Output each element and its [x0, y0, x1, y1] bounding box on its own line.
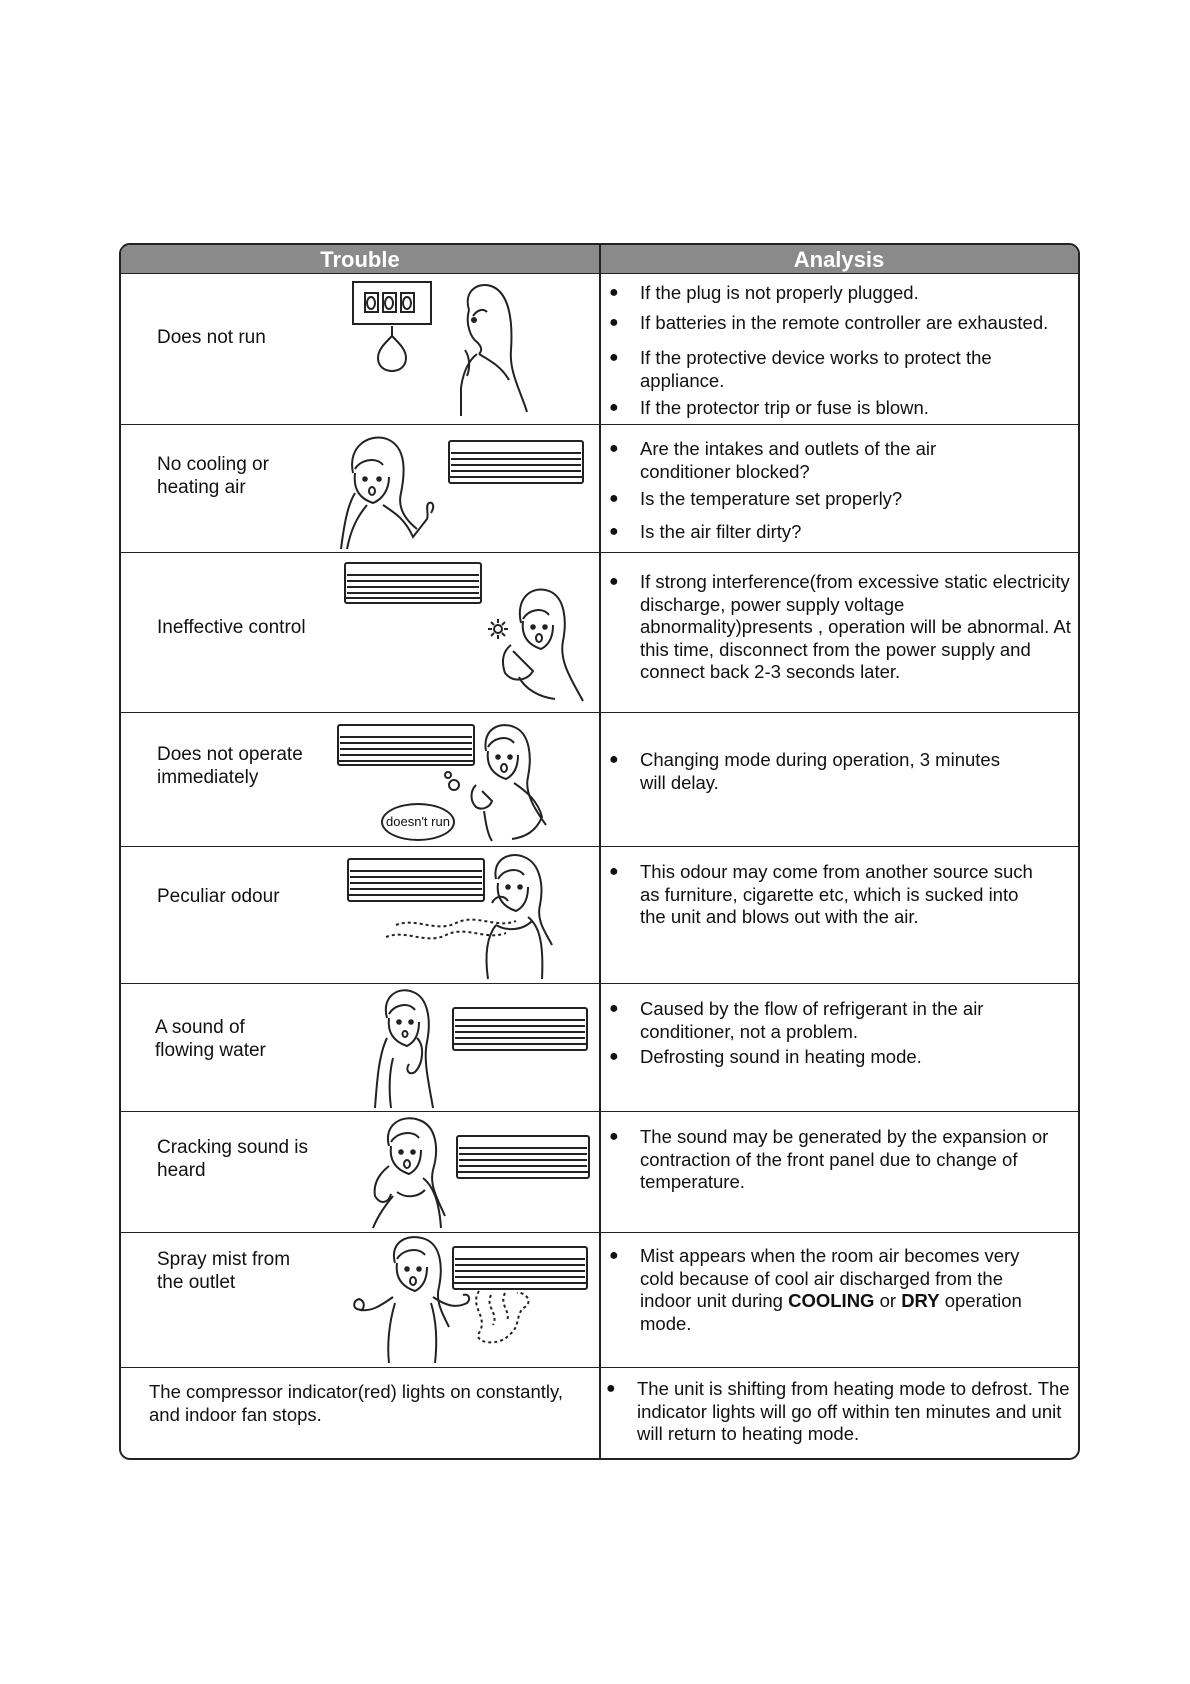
- trouble-text: The compressor indicator(red) lights on constantly, and indoor fan stops.: [149, 1381, 564, 1425]
- table-row: [121, 712, 1078, 846]
- woman-with-remote-icon: [343, 561, 593, 711]
- woman-listening-icon: [361, 988, 591, 1110]
- troubleshooting-table: [119, 243, 1080, 1460]
- table-row: [121, 983, 1078, 1111]
- bullet: ●: [609, 1247, 619, 1264]
- table-row: [121, 1232, 1078, 1367]
- analysis-cell: ● If strong interference(from excessive static electricity discharge, power supply voltage abnormality)presents , operation will be abnormal. At this time, disconnect from the power supply and connect back 2-3 seconds later.: [609, 571, 1071, 682]
- bullet: ●: [609, 523, 619, 540]
- bullet: ●: [609, 399, 619, 416]
- woman-smelling-odour-icon: [346, 855, 596, 981]
- analysis-column-header: Analysis: [793, 247, 885, 272]
- bullet: ●: [609, 1000, 619, 1017]
- bullet: ●: [609, 314, 619, 331]
- analysis-cell: ● This odour may come from another source such as furniture, cigarette etc, which is sucked into the unit and blows out with the air.: [609, 861, 1033, 927]
- bullet: ●: [609, 349, 619, 366]
- trouble-text: Peculiar odour: [157, 886, 280, 907]
- table-row: [121, 424, 1078, 552]
- trouble-text: No cooling or heating air: [157, 454, 269, 498]
- bullet: ●: [609, 1048, 619, 1065]
- woman-and-mist-icon: [349, 1237, 593, 1365]
- bullet: ●: [609, 284, 619, 301]
- trouble-text: Ineffective control: [157, 617, 306, 638]
- woman-waiting-icon: [336, 721, 596, 845]
- bullet: ●: [609, 573, 619, 590]
- analysis-cell: ● The unit is shifting from heating mode to defrost. The indicator lights will go off within ten minutes and unit will return to heating mode.: [606, 1378, 1070, 1444]
- bullet: ●: [606, 1380, 616, 1397]
- table-row: [121, 273, 1078, 424]
- trouble-text: Does not run: [157, 327, 266, 348]
- table-row: [121, 846, 1078, 983]
- woman-looking-at-display-icon: [351, 280, 531, 420]
- trouble-text: Spray mist from the outlet: [157, 1249, 291, 1293]
- analysis-cell: ● If the plug is not properly plugged. ● If batteries in the remote controller are exhausted. ● If the protective device works to protect the appliance. ● If the protector trip or fuse is blown.: [609, 282, 1049, 418]
- analysis-cell: ● The sound may be generated by the expansion or contraction of the front panel due to change of temperature.: [609, 1126, 1049, 1192]
- trouble-text: A sound of flowing water: [155, 1017, 266, 1061]
- analysis-cell: ● Caused by the flow of refrigerant in the air conditioner, not a problem. ● Defrosting sound in heating mode.: [609, 998, 984, 1067]
- woman-and-air-conditioner-icon: [331, 433, 591, 551]
- table-row: [121, 552, 1078, 712]
- analysis-cell: ● Changing mode during operation, 3 minutes will delay.: [609, 749, 1000, 793]
- analysis-cell: ● Mist appears when the room air becomes very cold because of cool air discharged from the indoor unit during COOLING or DRY operation mode.: [609, 1245, 1022, 1334]
- speech-bubble: doesn't run: [381, 803, 455, 841]
- table-row: [121, 1367, 1078, 1460]
- trouble-text: Cracking sound is heard: [157, 1137, 309, 1181]
- trouble-column-header: Trouble: [320, 247, 400, 272]
- bullet: ●: [609, 863, 619, 880]
- bullet: ●: [609, 751, 619, 768]
- bullet: ●: [609, 440, 619, 457]
- woman-hearing-crack-icon: [353, 1116, 593, 1230]
- bullet: ●: [609, 490, 619, 507]
- bullet: ●: [609, 1128, 619, 1145]
- analysis-cell: ● Are the intakes and outlets of the air conditioner blocked? ● Is the temperature set properly? ● Is the air filter dirty?: [609, 438, 937, 542]
- table-row: [121, 1111, 1078, 1232]
- trouble-text: Does not operate immediately: [157, 744, 303, 788]
